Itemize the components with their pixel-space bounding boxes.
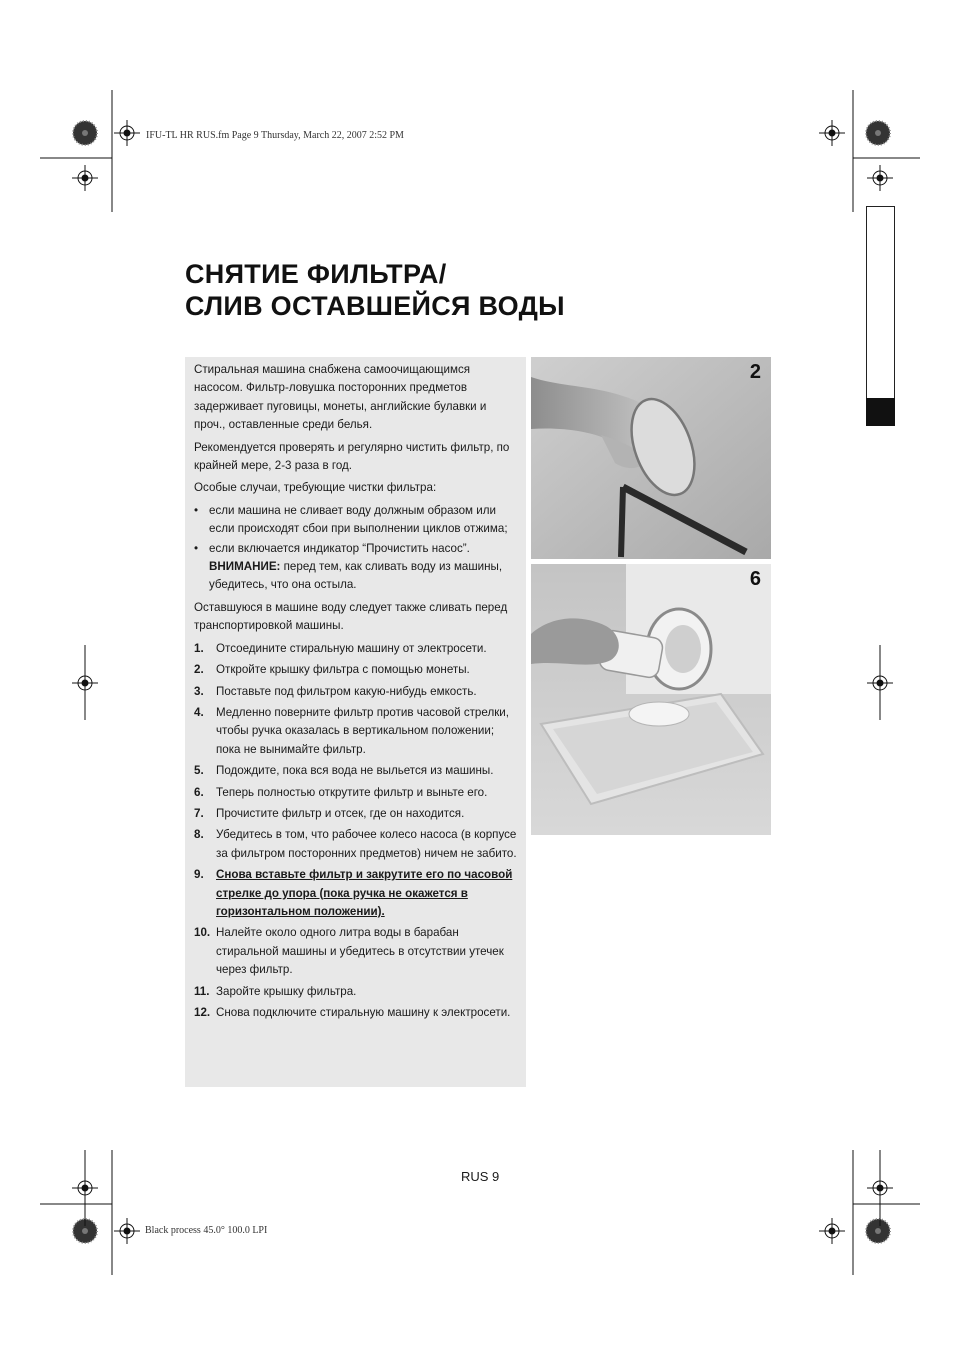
list-item: 11. Заройте крышку фильтра. <box>194 984 357 998</box>
title-line-1: СНЯТИЕ ФИЛЬТРА/ <box>185 259 447 289</box>
photo-open-cover <box>531 357 771 559</box>
list-item: 8. Убедитесь в том, что рабочее колесо насоса (в корпусе за фильтром посторонних предметов) ничем не забито. <box>194 828 517 860</box>
figure-number: 6 <box>749 568 761 590</box>
section-tab <box>866 206 895 426</box>
list-item: 5. Подождите, пока вся вода не выльется из машины. <box>194 764 494 778</box>
steps-list <box>194 640 518 1023</box>
figure-number: 2 <box>749 361 761 383</box>
print-footer: Black process 45.0° 100.0 LPI <box>145 1225 268 1236</box>
list-item: • если включается индикатор “Прочистить насос”. ВНИМАНИЕ: перед тем, как сливать воду из машины, убедитесь, что она остыла. <box>194 541 503 592</box>
list-item: 3. Поставьте под фильтром какую-нибудь емкость. <box>194 684 477 698</box>
instructions-panel <box>185 357 526 1087</box>
special-cases-list <box>194 502 518 595</box>
warning-label: ВНИМАНИЕ: <box>209 560 281 574</box>
list-item: 12. Снова подключите стиральную машину к электросети. <box>194 1006 511 1019</box>
list-item: 10. Налейте около одного литра воды в барабан стиральной машины и убедитесь в отсутствии утечек через фильтр. <box>194 926 504 977</box>
figure-open-filter-cover <box>531 357 771 559</box>
photo-drain-water <box>531 564 771 835</box>
list-item: 6. Теперь полностью открутите фильтр и выньте его. <box>194 785 488 799</box>
page-title <box>185 258 565 322</box>
warning-text: перед тем, как сливать воду из машины, убедитесь, что она остыла. <box>209 560 503 592</box>
list-item: • если машина не сливает воду должным образом или если происходят сбои при выполнении циклов отжима; <box>194 503 508 536</box>
recommendation-paragraph: Рекомендуется проверять и регулярно чистить фильтр, по крайней мере, 2-3 раза в год. <box>194 440 510 473</box>
important-step-text: Снова вставьте фильтр и закрутите его по часовой стрелке до упора (пока ручка не окажется в горизонтальном положении). <box>216 868 513 918</box>
intro-paragraph: Стиральная машина снабжена самоочищающимся насосом. Фильтр-ловушка посторонних предметов задерживает пуговицы, монеты, английские булавки и проч., оставленные среди белья. <box>194 363 487 432</box>
section-tab-marker <box>866 398 895 426</box>
title-line-2: СЛИВ ОСТАВШЕЙСЯ ВОДЫ <box>185 291 565 321</box>
list-item: 1. Отсоедините стиральную машину от электросети. <box>194 641 487 655</box>
special-cases-heading: Особые случаи, требующие чистки фильтра: <box>194 481 437 495</box>
list-item: 4. Медленно поверните фильтр против часовой стрелки, чтобы ручка оказалась в вертикальном положении; пока не вынимайте фильтр. <box>194 705 509 756</box>
figure-remove-filter <box>531 564 771 835</box>
list-item: 2. Откройте крышку фильтра с помощью монеты. <box>194 663 470 677</box>
page-number: RUS 9 <box>461 1169 500 1184</box>
list-item: 7. Прочистите фильтр и отсек, где он находится. <box>194 806 465 820</box>
transport-note: Оставшуюся в машине воду следует также сливать перед транспортировкой машины. <box>194 600 508 633</box>
list-item: 9. Снова вставьте фильтр и закрутите его по часовой стрелке до упора (пока ручка не окажется в горизонтальном положении). <box>194 868 513 918</box>
print-header: IFU-TL HR RUS.fm Page 9 Thursday, March 22, 2007 2:52 PM <box>146 130 404 141</box>
